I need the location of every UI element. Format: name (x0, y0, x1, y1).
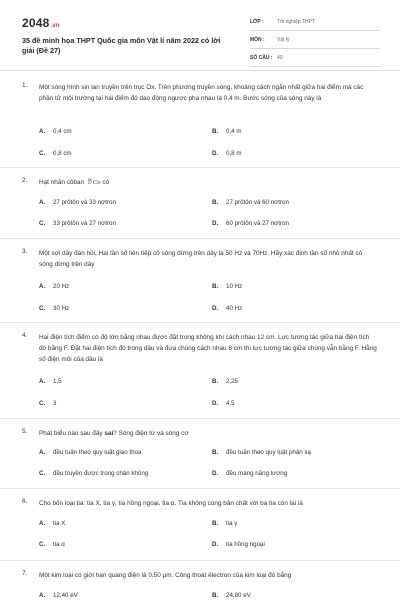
option-letter: D. (212, 305, 219, 312)
option-c[interactable] (39, 400, 56, 407)
question-text-after: có (100, 179, 110, 186)
option-text: đều tuân theo quy luật giao thoa (53, 449, 142, 456)
question-divider (0, 488, 400, 489)
option-d[interactable] (212, 305, 242, 312)
option-letter: C. (39, 541, 46, 548)
option-b[interactable] (212, 128, 241, 135)
option-b[interactable] (212, 449, 311, 456)
option-letter: D. (212, 150, 219, 157)
question-divider (0, 418, 400, 419)
question-text-after: ? Sóng điện từ và sóng cơ (113, 430, 189, 437)
option-text: 24,80 eV (226, 592, 251, 599)
meta-value: 40 (277, 55, 283, 61)
option-text: 10 Hz (226, 283, 243, 290)
option-letter: B. (212, 520, 219, 527)
option-text: 27 prôtôn và 60 nơtron (226, 199, 289, 206)
option-letter: A. (39, 378, 46, 385)
exam-meta (250, 16, 380, 70)
question-divider (0, 238, 400, 239)
option-letter: B. (212, 378, 219, 385)
option-text: 20 Hz (53, 283, 70, 290)
question-number: 6. (22, 498, 28, 505)
question-divider (0, 322, 400, 323)
option-text: tia hồng ngoại (226, 541, 265, 548)
option-letter: C. (39, 220, 46, 227)
option-d[interactable] (212, 470, 287, 477)
option-text: 0,8 m (226, 150, 242, 157)
question-text (39, 428, 377, 439)
meta-value: Vật lý (277, 37, 290, 43)
option-letter: A. (39, 199, 46, 206)
option-text: 1,5 (53, 378, 62, 385)
option-letter: A. (39, 520, 46, 527)
option-letter: D. (212, 541, 219, 548)
option-letter: B. (212, 199, 219, 206)
question-number: 1. (22, 82, 28, 89)
question-number: 5. (22, 428, 28, 435)
option-letter: A. (39, 449, 46, 456)
option-letter: C. (39, 150, 46, 157)
header-divider (0, 70, 400, 71)
site-logo[interactable] (22, 16, 60, 30)
question-number: 2. (22, 177, 28, 184)
meta-value: Tốt nghiệp THPT (277, 19, 315, 25)
option-d[interactable] (212, 541, 265, 548)
option-letter: A. (39, 592, 46, 599)
option-text: tia α (53, 541, 65, 548)
question-text-before: Phát biểu nào sau đây (39, 430, 105, 437)
option-letter: B. (212, 592, 219, 599)
option-b[interactable] (212, 283, 242, 290)
isotope-atomic-number: 27 (87, 181, 92, 186)
option-text: 0,4 cm (53, 128, 72, 135)
option-d[interactable] (212, 220, 289, 227)
question-divider (0, 167, 400, 168)
exam-title: 35 đề minh họa THPT Quốc gia môn Vật lí năm 2022 có lời giải (Đề 27) (22, 36, 221, 55)
option-letter: B. (212, 128, 219, 135)
question-text: Một sóng hình sin lan truyền trên trục Ox. Trên phương truyền sóng, khoảng cách ngắn nhất giữa hai điểm mà các phần tử môi trường tại hai điểm đó dao động ngược pha nhau là 0,4 m. Bước sóng của sóng này là (39, 84, 364, 102)
meta-label: MÔN : (250, 37, 265, 43)
question-number: 3. (22, 248, 28, 255)
option-letter: D. (212, 220, 219, 227)
option-a[interactable] (39, 520, 65, 527)
option-text: 40 Hz (226, 305, 243, 312)
option-text: tia X (53, 520, 66, 527)
option-b[interactable] (212, 199, 289, 206)
question-text-emphasis: sai (104, 430, 114, 437)
option-text: 12,40 eV (53, 592, 78, 599)
option-letter: D. (212, 400, 219, 407)
isotope-mass-number: 60 (87, 178, 92, 183)
option-a[interactable] (39, 592, 78, 599)
option-text: 0,4 m (226, 128, 242, 135)
option-letter: C. (39, 305, 46, 312)
meta-label: SỐ CÂU : (250, 55, 273, 61)
question-text-before: Hạt nhân côban (39, 179, 86, 186)
option-c[interactable] (39, 150, 72, 157)
logo-main: 2048 (22, 16, 50, 30)
meta-row-count (250, 52, 380, 67)
option-a[interactable] (39, 378, 62, 385)
option-b[interactable] (212, 592, 251, 599)
question-text: Một kim loại có giới hạn quang điện là 0,50 μm. Công thoát êlectron của kim loại đó bằng (39, 572, 292, 579)
option-text: tia γ (226, 520, 238, 527)
option-text: đều truyền được trong chân không (53, 470, 149, 477)
option-letter: A. (39, 128, 46, 135)
option-c[interactable] (39, 470, 148, 477)
option-text: 0,8 cm (53, 150, 72, 157)
option-a[interactable] (39, 283, 69, 290)
meta-row-class (250, 16, 380, 31)
option-a[interactable] (39, 199, 116, 206)
option-text: 60 prôtôn và 27 nơtron (226, 220, 289, 227)
question-number: 4. (22, 332, 28, 339)
option-text: 3 (53, 400, 57, 407)
isotope-numbers (88, 179, 92, 185)
option-text: 27 prôtôn và 33 nơtron (53, 199, 116, 206)
option-a[interactable] (39, 449, 141, 456)
question-text (39, 177, 377, 188)
option-text: 33 prôtôn và 27 nơtron (53, 220, 116, 227)
option-text: đều mang năng lượng (226, 470, 288, 477)
option-letter: B. (212, 283, 219, 290)
option-c[interactable] (39, 541, 65, 548)
meta-row-subject (250, 34, 380, 49)
exam-header (22, 12, 382, 64)
option-text: 30 Hz (53, 305, 70, 312)
question-number: 7. (22, 570, 28, 577)
option-letter: D. (212, 470, 219, 477)
isotope-symbol: Co (92, 179, 101, 186)
option-text: 2,25 (226, 378, 239, 385)
option-text: 4,5 (226, 400, 235, 407)
question-text: Một sợi dây đàn hồi, Hai tần số liên tiếp có sóng dừng trên dây là 50 Hz và 70Hz. Hãy xác định tần số nhỏ nhất có sóng dừng trên dây (39, 250, 363, 268)
option-c[interactable] (39, 220, 116, 227)
option-b[interactable] (212, 520, 237, 527)
option-d[interactable] (212, 400, 235, 407)
option-letter: B. (212, 449, 219, 456)
logo-suffix: .vn (50, 23, 60, 29)
option-b[interactable] (212, 378, 238, 385)
option-a[interactable] (39, 128, 72, 135)
question-text: Hai điện tích điểm có độ lớn bằng nhau được đặt trong không khí cách nhau 12 cm. Lực tương tác giữa hai điện tích đó bằng F. Đặt hai điện tích đó trong dầu và đưa chúng cách nhau 8 cm thì lực tương tác giữa chúng vẫn bằng F. Hằng số điện môi của dầu là (39, 334, 377, 363)
option-letter: C. (39, 400, 46, 407)
option-c[interactable] (39, 305, 69, 312)
question-text: Cho bốn loại tia: tia X, tia γ, tia hồng ngoại, tia α. Tia không cùng bản chất với ba tia còn lại là (39, 500, 303, 507)
option-letter: C. (39, 470, 46, 477)
option-d[interactable] (212, 150, 241, 157)
question-divider (0, 560, 400, 561)
meta-label: LỚP : (250, 19, 264, 25)
option-text: đều tuân theo quy luật phản xạ (226, 449, 311, 456)
option-letter: A. (39, 283, 46, 290)
